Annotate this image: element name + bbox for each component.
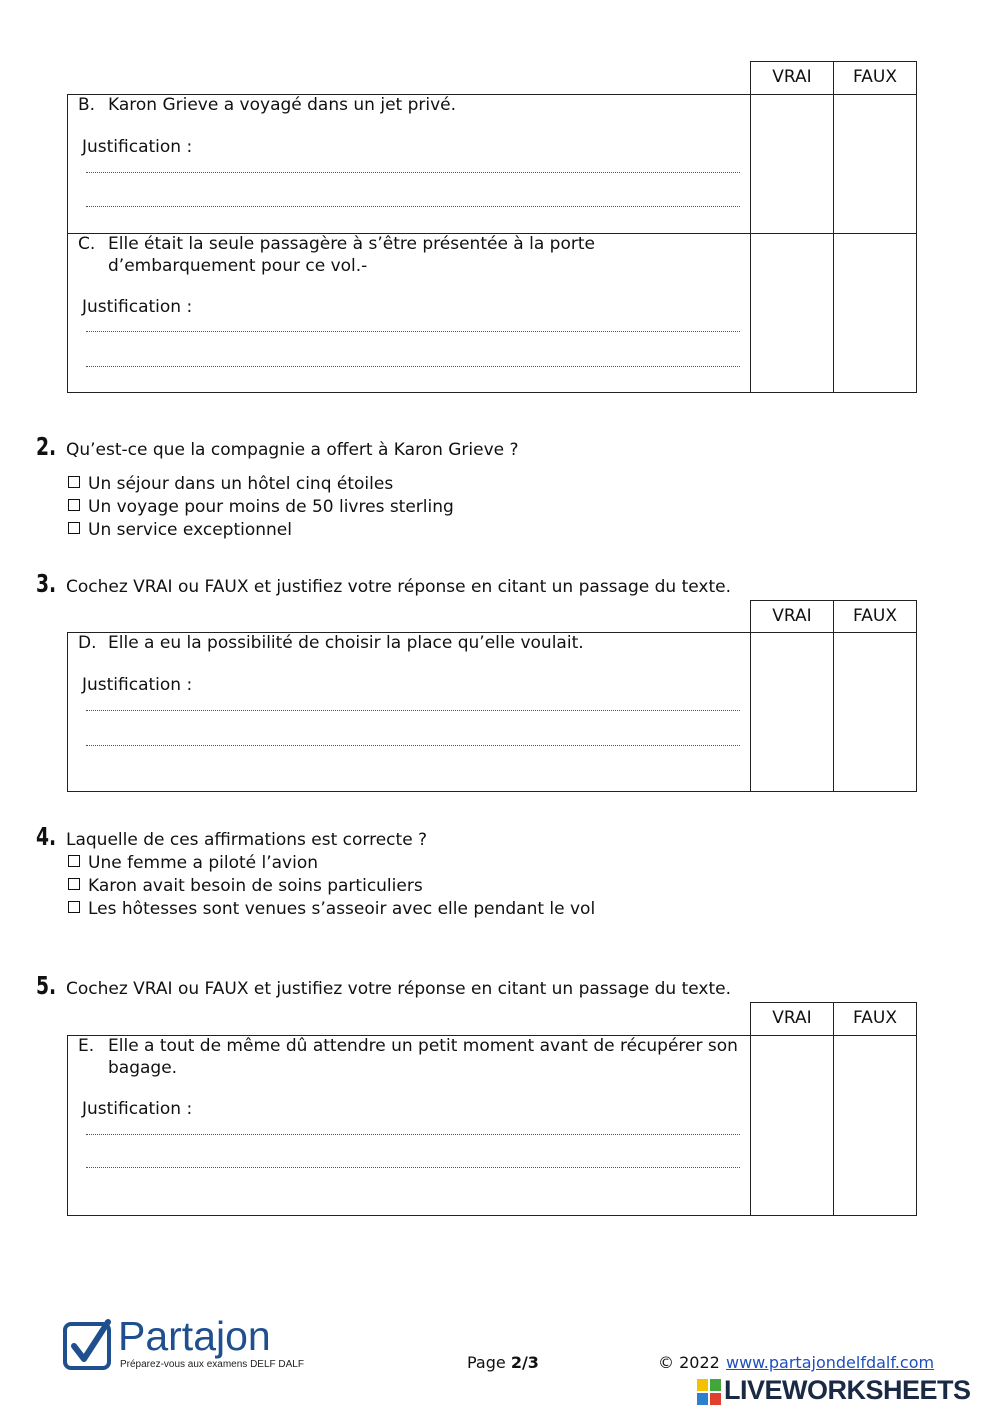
vrai-header: VRAI (750, 1002, 834, 1036)
justification-line[interactable] (86, 172, 740, 173)
option-row[interactable] (68, 876, 423, 896)
vrai-checkbox-cell-c[interactable] (750, 233, 834, 393)
faux-checkbox-cell-d[interactable] (833, 632, 917, 792)
faux-header: FAUX (833, 600, 917, 633)
question-number: 5. (36, 971, 57, 1000)
question-number: 3. (36, 569, 57, 598)
vrai-checkbox-cell-b[interactable] (750, 94, 834, 234)
watermark-text: LIVEWORKSHEETS (724, 1375, 971, 1405)
statement-letter: C. (78, 234, 96, 254)
page-indicator (467, 1353, 539, 1372)
justification-line[interactable] (86, 745, 740, 746)
checkbox-icon[interactable] (68, 476, 80, 488)
statement-text: Elle a tout de même dû attendre un petit moment avant de récupérer son bagage. (108, 1036, 738, 1078)
option-label: Un séjour dans un hôtel cinq étoiles (88, 474, 394, 494)
statement-text: Karon Grieve a voyagé dans un jet privé. (108, 95, 457, 115)
question-instruction: Cochez VRAI ou FAUX et justifiez votre réponse en citant un passage du texte. (66, 577, 731, 597)
checkbox-icon[interactable] (68, 855, 80, 867)
liveworksheets-logo-icon (697, 1379, 721, 1405)
faux-checkbox-cell-b[interactable] (833, 94, 917, 234)
question-instruction: Cochez VRAI ou FAUX et justifiez votre réponse en citant un passage du texte. (66, 979, 731, 999)
copyright: © 2022 (658, 1353, 720, 1372)
justification-line[interactable] (86, 1134, 740, 1135)
option-label: Karon avait besoin de soins particuliers (88, 876, 423, 896)
option-row[interactable] (68, 497, 454, 517)
checkbox-icon[interactable] (68, 901, 80, 913)
option-row[interactable] (68, 474, 393, 494)
logo-tagline: Préparez-vous aux examens DELF DALF (120, 1359, 304, 1370)
justification-line[interactable] (86, 331, 740, 332)
faux-header: FAUX (833, 1002, 917, 1036)
question-text: Qu’est-ce que la compagnie a offert à Karon Grieve ? (66, 440, 519, 460)
statement-c (78, 233, 738, 277)
statement-cell-d (67, 632, 751, 792)
question-number: 4. (36, 822, 57, 851)
justification-label: Justification : (82, 137, 193, 157)
faux-checkbox-cell-c[interactable] (833, 233, 917, 393)
vrai-checkbox-cell-e[interactable] (750, 1035, 834, 1216)
justification-line[interactable] (86, 1167, 740, 1168)
question-number: 2. (36, 432, 57, 461)
faux-header: FAUX (833, 61, 917, 95)
statement-text: Elle était la seule passagère à s’être présentée à la porte d’embarquement pour ce vol.- (108, 234, 595, 276)
justification-label: Justification : (82, 675, 193, 695)
website-link[interactable]: www.partajondelfdalf.com (726, 1353, 935, 1372)
statement-letter: D. (78, 633, 97, 653)
justification-label: Justification : (82, 1099, 193, 1119)
justification-line[interactable] (86, 366, 740, 367)
vrai-header: VRAI (750, 600, 834, 633)
justification-line[interactable] (86, 710, 740, 711)
option-label: Un service exceptionnel (88, 520, 292, 540)
statement-letter: B. (78, 95, 96, 115)
checkbox-icon[interactable] (68, 499, 80, 511)
justification-label: Justification : (82, 297, 193, 317)
justification-line[interactable] (86, 206, 740, 207)
statement-text: Elle a eu la possibilité de choisir la place qu’elle voulait. (108, 633, 584, 653)
checkbox-icon[interactable] (68, 878, 80, 890)
vrai-checkbox-cell-d[interactable] (750, 632, 834, 792)
checkmark-logo-icon (62, 1319, 114, 1373)
statement-d (78, 632, 738, 654)
checkbox-icon[interactable] (68, 522, 80, 534)
statement-e (78, 1035, 738, 1079)
page-prefix: Page (467, 1353, 511, 1372)
statement-letter: E. (78, 1036, 95, 1056)
page-number: 2/3 (510, 1353, 539, 1372)
option-label: Les hôtesses sont venues s’asseoir avec elle pendant le vol (88, 899, 596, 919)
option-row[interactable] (68, 520, 292, 540)
option-label: Un voyage pour moins de 50 livres sterling (88, 497, 454, 517)
option-label: Une femme a piloté l’avion (88, 853, 318, 873)
statement-b (78, 94, 738, 116)
logo-name: Partajon (118, 1313, 271, 1359)
option-row[interactable] (68, 899, 595, 919)
option-row[interactable] (68, 853, 318, 873)
question-text: Laquelle de ces affirmations est correcte ? (66, 830, 428, 850)
faux-checkbox-cell-e[interactable] (833, 1035, 917, 1216)
vrai-header: VRAI (750, 61, 834, 95)
